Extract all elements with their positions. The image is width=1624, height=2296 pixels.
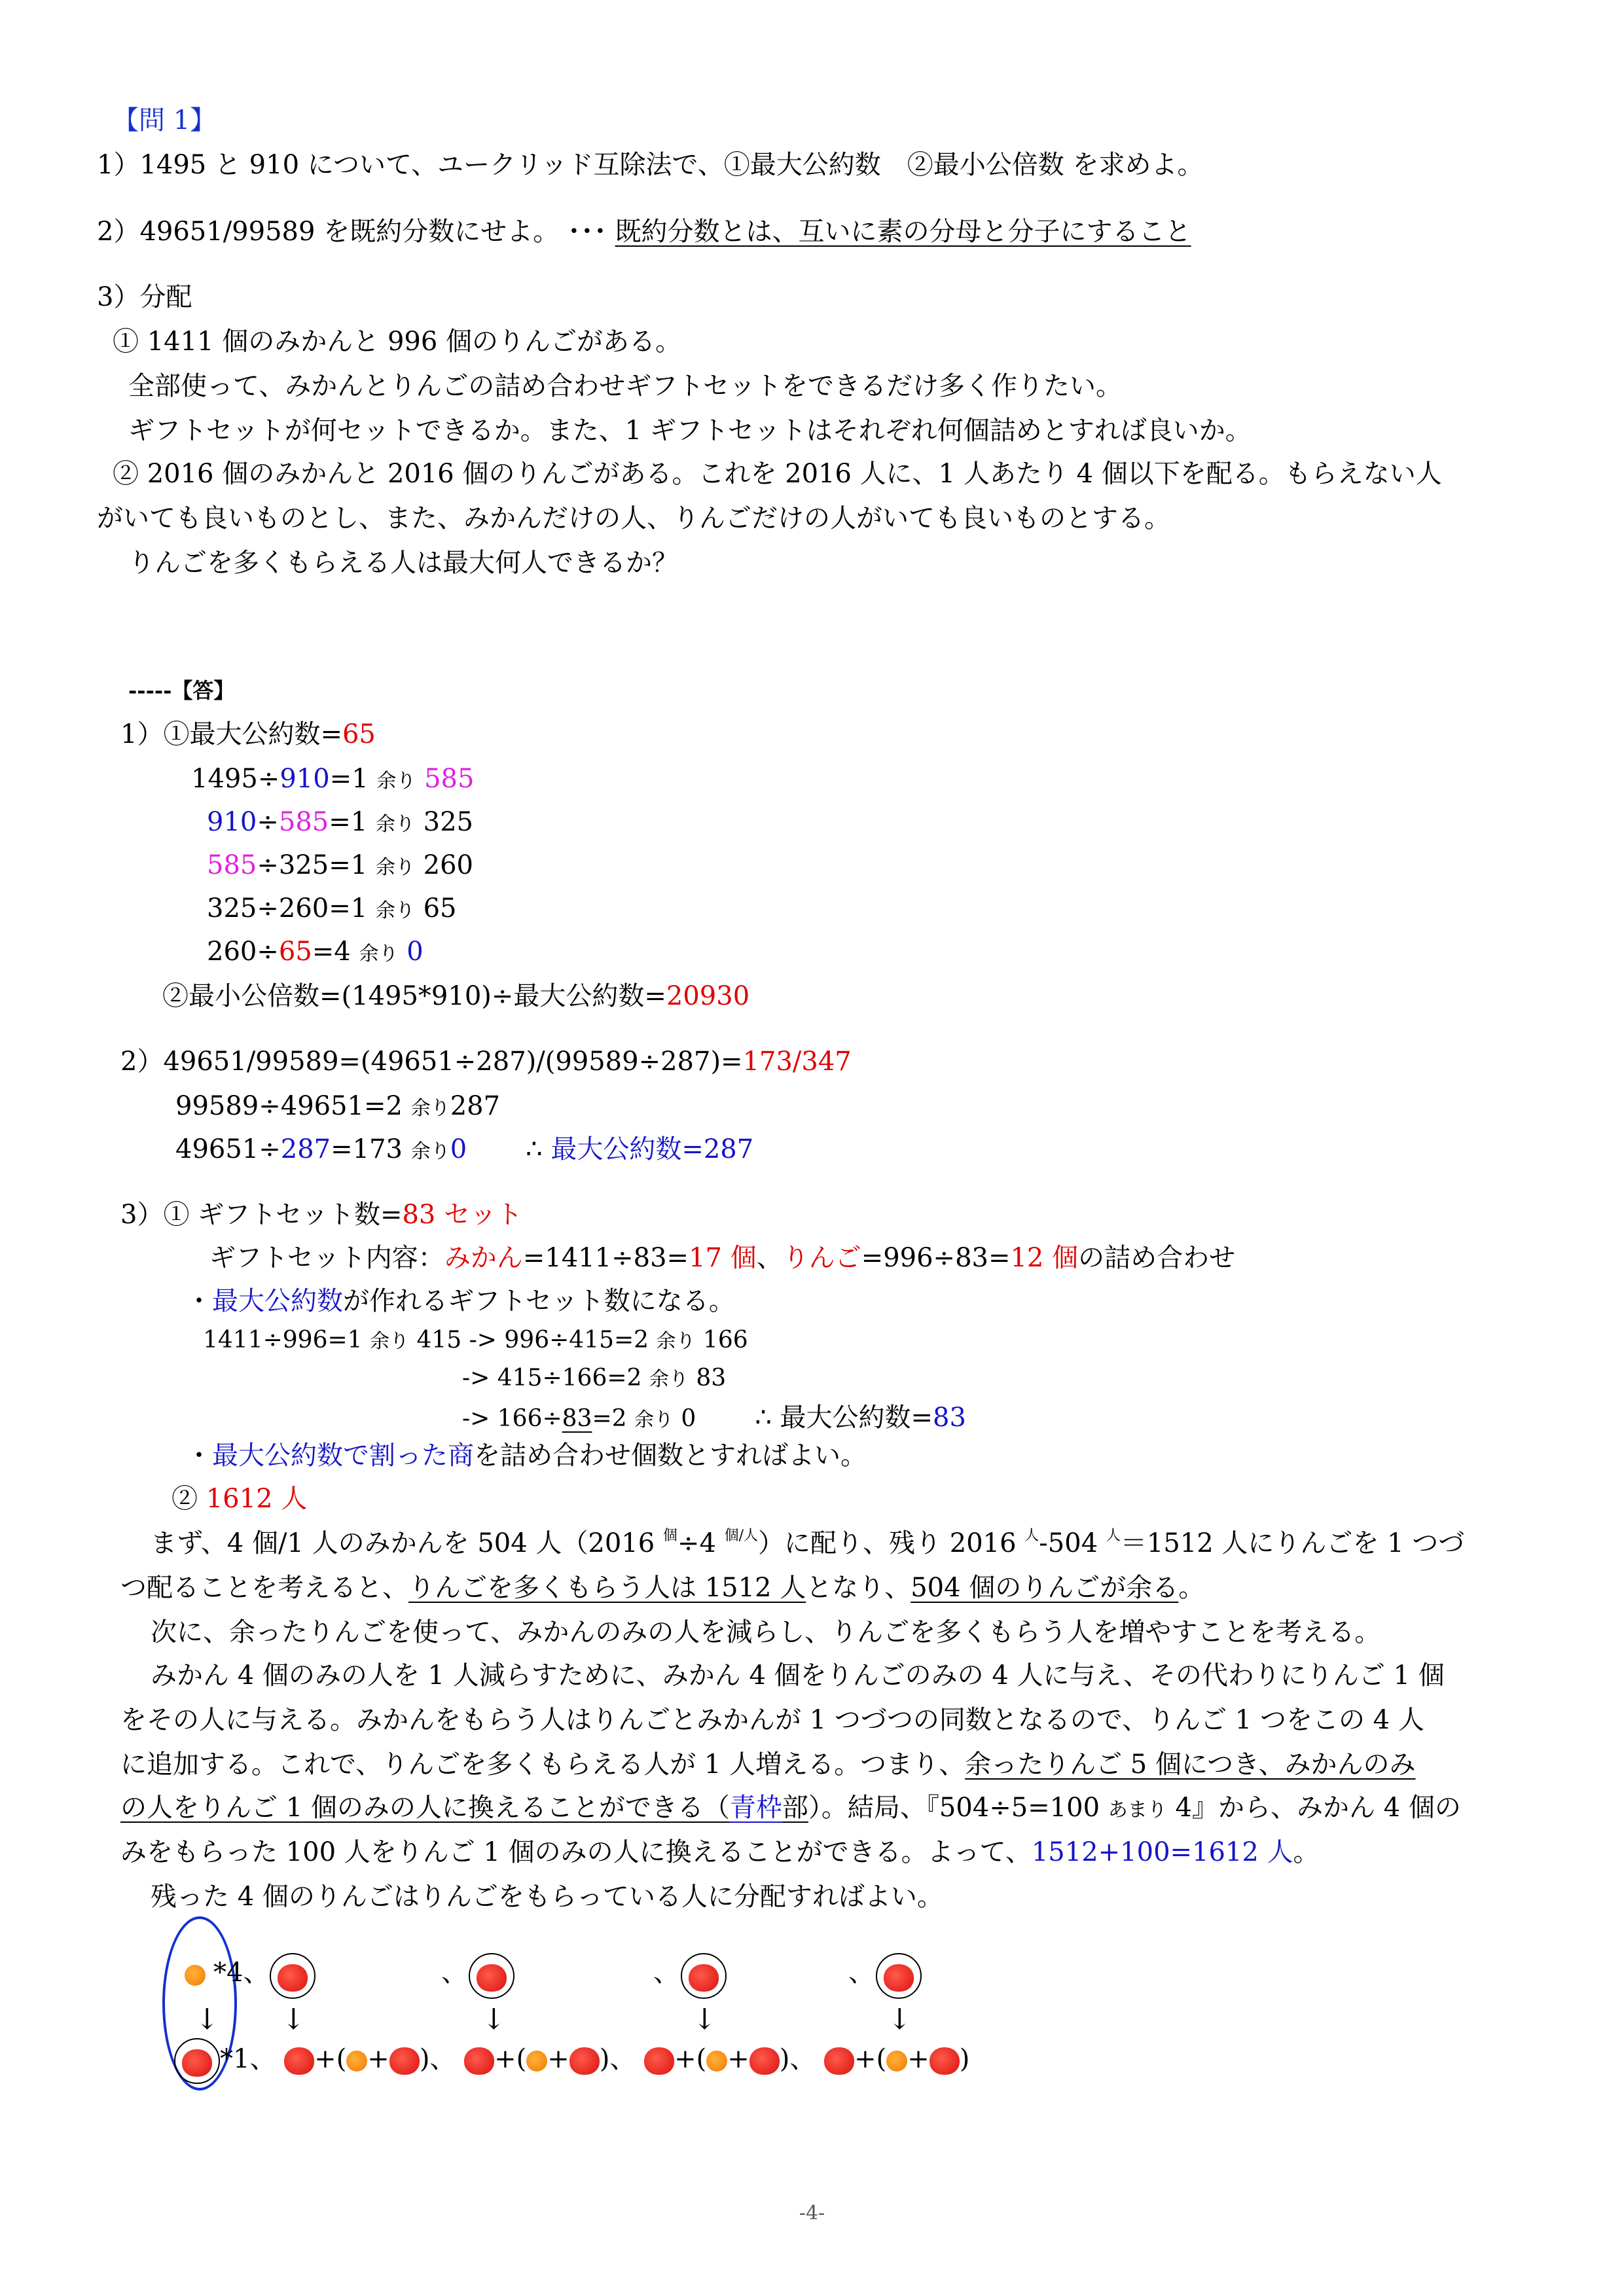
explanation-line-4: みかん 4 個のみの人を 1 人減らすために、みかん 4 個をりんごのみの 4 人に与え、その代わりにりんご 1 個 <box>151 1660 1445 1691</box>
fraction-step-2 <box>175 1134 753 1165</box>
step-text <box>416 764 424 794</box>
question-line-9: りんごを多くもらえる人は最大何人できるか？ <box>128 548 678 578</box>
gift-text: の詰め合わせ <box>1078 1243 1236 1273</box>
paren: ) <box>779 2044 790 2074</box>
explanation-line-9: 残った 4 個のりんごはりんごをもらっている人に分配すればよい。 <box>151 1882 943 1912</box>
expl-text: の人をりんご 1 個のみの人に換えることができる（ <box>120 1793 730 1823</box>
explanation-line-5: をその人に与える。みかんをもらう人はりんごとみかんが 1 つづつの同数となるので、りんご 1 つをこの 4 人 <box>120 1705 1424 1735</box>
remainder-label: 余り <box>375 813 415 836</box>
answer-2-value: 173/347 <box>742 1047 852 1077</box>
bullet: ・ <box>186 1441 212 1471</box>
plus-sign: + <box>907 2044 929 2074</box>
answer-3-2 <box>171 1483 307 1515</box>
step-text: =4 <box>312 937 359 967</box>
step-text: 910 <box>207 807 257 837</box>
circled-apple-icon <box>174 2038 220 2084</box>
gift-step-1 <box>203 1326 748 1354</box>
answer-1-gcd <box>120 719 376 750</box>
expl-text: 4』から、みかん 4 個の <box>1166 1793 1461 1823</box>
down-arrow-icon: ↓ <box>281 2003 306 2036</box>
step-text: 585 <box>207 850 257 880</box>
step-text: 260÷ <box>207 937 279 967</box>
gift-text: りんご <box>782 1243 861 1273</box>
plus-sign: + <box>727 2044 749 2074</box>
expl-text: ）に配り、残り 2016 <box>758 1528 1025 1558</box>
gift-note-text: 最大公約数で割った商 <box>212 1441 474 1471</box>
irreducible-fraction-note: 既約分数とは、互いに素の分母と分子にすること <box>615 217 1191 247</box>
step-text: 0 <box>673 1405 696 1432</box>
gcd-result: 最大公約数=287 <box>550 1134 754 1164</box>
paren: ) <box>599 2044 610 2074</box>
separator: 、 <box>429 2044 456 2074</box>
step-text: =173 <box>331 1134 411 1164</box>
remainder-label: 余り <box>376 770 416 793</box>
paren: ) <box>959 2044 970 2074</box>
step-text: -> 415÷166=2 <box>462 1365 649 1391</box>
step-text: 99589÷49651=2 <box>175 1091 411 1121</box>
question-line-3: 3）分配 <box>97 282 192 312</box>
apple-icon <box>749 2047 780 2075</box>
answer-2-label: 2）49651/99589=(49651÷287)/(99589÷287)= <box>120 1047 743 1077</box>
question-line-8: がいても良いものとし、また、みかんだけの人、りんごだけの人がいても良いものとする。 <box>97 503 1170 533</box>
circled-apple-icon <box>469 1953 514 1999</box>
remainder-label: 余り <box>410 1097 450 1120</box>
orange-icon <box>346 2051 367 2072</box>
down-arrow-icon: ↓ <box>482 2003 506 2036</box>
orange-icon <box>886 2051 907 2072</box>
separator: 、 <box>441 1958 467 1988</box>
fraction-step-1 <box>175 1090 500 1122</box>
expl-text: 部 <box>782 1793 808 1823</box>
times-four-label: *4、 <box>213 1958 270 1988</box>
step-text: 585 <box>278 807 329 837</box>
expl-text: 。 <box>1293 1837 1320 1867</box>
gift-text: 12 個 <box>1010 1243 1079 1273</box>
expl-text: となり、 <box>806 1573 911 1603</box>
apple-icon <box>644 2047 674 2075</box>
step-text: 0 <box>450 1134 467 1164</box>
apple-icon <box>284 2047 314 2075</box>
step-text: 83 <box>688 1365 727 1391</box>
circled-apple-icon <box>270 1953 316 1999</box>
final-result: 1512+100=1612 人 <box>1031 1837 1293 1867</box>
euclid-step-1 <box>191 763 474 795</box>
expl-text: 504 個のりんごが余る <box>911 1573 1179 1603</box>
apple-icon <box>569 2047 600 2075</box>
down-arrow-icon: ↓ <box>888 2003 912 2036</box>
expl-text: りんごを多くもらう人は 1512 人 <box>408 1573 806 1603</box>
step-text: 65 <box>278 937 312 967</box>
euclid-step-5 <box>207 936 424 967</box>
unit-superscript: 人 <box>1024 1528 1039 1544</box>
apple-icon <box>689 1964 719 1992</box>
plus-sign: + <box>674 2044 696 2074</box>
answer-2 <box>120 1046 852 1077</box>
explanation-line-1 <box>151 1528 1464 1559</box>
step-text: 585 <box>424 764 475 794</box>
answer-3-1 <box>120 1199 522 1230</box>
gift-step-3 <box>462 1402 966 1433</box>
circled-apple-icon <box>681 1953 727 1999</box>
question-heading: 【問 1】 <box>113 105 217 135</box>
gift-note-2 <box>186 1440 867 1471</box>
step-text: -> 166÷ <box>462 1405 562 1432</box>
times-one-label: *1、 <box>220 2044 276 2074</box>
answer-3-2-value: 1612 人 <box>206 1484 308 1514</box>
step-text: =2 <box>592 1405 634 1432</box>
euclid-step-4 <box>207 893 457 924</box>
step-text: =1 <box>329 807 376 837</box>
step-text: =1 <box>329 764 377 794</box>
therefore-gcd: ∴ 最大公約数= <box>755 1403 933 1433</box>
remainder-label: 余り <box>375 899 415 922</box>
explanation-line-6 <box>120 1749 1416 1780</box>
answer-3-2-label: ② <box>171 1484 206 1514</box>
question-line-2 <box>97 216 1191 247</box>
gift-note-1 <box>186 1285 735 1317</box>
gift-text: ギフトセット内容： <box>209 1243 444 1273</box>
bullet: ・ <box>186 1286 212 1316</box>
remainder-label: 余り <box>375 856 415 879</box>
plus-sign: + <box>494 2044 516 2074</box>
euclid-step-2 <box>207 806 473 838</box>
step-text: 325 <box>414 807 473 837</box>
unit-superscript: 個/人 <box>724 1528 759 1544</box>
step-text: 415 -> 996÷415=2 <box>409 1327 657 1354</box>
apple-icon <box>824 2047 854 2075</box>
down-arrow-icon: ↓ <box>195 2003 219 2036</box>
separator: 、 <box>848 1958 875 1988</box>
orange-icon <box>706 2051 727 2072</box>
apple-icon <box>464 2047 494 2075</box>
paren: ) <box>419 2044 430 2074</box>
plus-sign: + <box>854 2044 876 2074</box>
orange-icon <box>526 2051 547 2072</box>
step-text <box>398 937 406 967</box>
explanation-line-8 <box>120 1837 1320 1868</box>
fruit-bottom-row <box>174 2038 969 2084</box>
gift-contents <box>209 1242 1235 1274</box>
apple-icon <box>884 1964 914 1992</box>
answer-heading: -----【答】 <box>128 678 235 703</box>
separator: 、 <box>653 1958 679 1988</box>
answer-1-label: 1）①最大公約数= <box>120 719 342 749</box>
gift-step-2 <box>462 1364 726 1392</box>
paren: ( <box>876 2044 887 2074</box>
remainder-label: 余り <box>359 942 399 965</box>
answer-3-value: 83 セット <box>402 1200 523 1230</box>
remainder-label: あまり <box>1108 1799 1167 1821</box>
expl-text: -504 <box>1039 1528 1106 1558</box>
expl-text: みをもらった 100 人をりんご 1 個のみの人に換えることができる。よって、 <box>120 1837 1032 1867</box>
expl-text: ÷4 <box>677 1528 725 1558</box>
answer-3-label: 3）① ギフトセット数= <box>120 1200 403 1230</box>
remainder-label: 余り <box>649 1368 689 1391</box>
step-text: 287 <box>280 1134 331 1164</box>
step-text: 65 <box>414 893 457 924</box>
question-line-1: 1）1495 と 910 について、ユークリッド互除法で、①最大公約数 ②最小公倍数 を求めよ。 <box>97 150 1204 180</box>
remainder-label: 余り <box>634 1408 674 1431</box>
apple-icon <box>182 2049 212 2077</box>
gift-text: 、 <box>756 1243 783 1273</box>
apple-icon <box>477 1964 507 1992</box>
step-text: ÷ <box>257 807 279 837</box>
remainder-label: 余り <box>656 1330 696 1353</box>
expl-text: ＝1512 人にりんごを 1 つづ <box>1120 1528 1465 1558</box>
question-line-7: ② 2016 個のみかんと 2016 個のりんごがある。これを 2016 人に、1 人あたり 4 個以下を配る。もらえない人 <box>113 459 1442 489</box>
explanation-line-7 <box>120 1792 1461 1823</box>
apple-icon <box>278 1964 308 1992</box>
question-line-5: 全部使って、みかんとりんごの詰め合わせギフトセットをできるだけ多く作りたい。 <box>128 371 1122 401</box>
expl-text: 。 <box>1178 1573 1205 1603</box>
separator: 、 <box>609 2044 636 2074</box>
paren: ( <box>336 2044 347 2074</box>
unit-superscript: 人 <box>1106 1528 1121 1544</box>
answer-1-value: 65 <box>342 719 376 749</box>
step-text: 910 <box>280 764 330 794</box>
plus-sign: + <box>547 2044 569 2074</box>
plus-sign: + <box>367 2044 389 2074</box>
expl-text: まず、4 個/1 人のみかんを 504 人（2016 <box>151 1528 663 1558</box>
euclid-step-3 <box>207 850 473 881</box>
step-text: 325÷260=1 <box>207 893 376 924</box>
paren: ( <box>696 2044 707 2074</box>
remainder-label: 余り <box>370 1330 410 1353</box>
answer-1-lcm <box>162 980 749 1012</box>
orange-icon <box>185 1965 206 1986</box>
apple-icon <box>929 2047 960 2075</box>
separator: 、 <box>789 2044 816 2074</box>
unit-superscript: 個 <box>662 1528 677 1544</box>
step-text: 49651÷ <box>175 1134 281 1164</box>
gift-note-text: を詰め合わせ個数とすればよい。 <box>474 1441 867 1471</box>
step-text: ÷325=1 <box>257 850 376 880</box>
expl-text: ）。結局、『504÷5=100 <box>808 1793 1108 1823</box>
gcd-result: 83 <box>933 1403 966 1433</box>
paren: ( <box>516 2044 527 2074</box>
question-line-4: ① 1411 個のみかんと 996 個のりんごがある。 <box>113 327 682 357</box>
gift-note-text: が作れるギフトセット数になる。 <box>343 1286 735 1316</box>
step-text: 260 <box>414 850 473 880</box>
blue-frame-label: 青枠 <box>729 1793 782 1823</box>
step-text: 166 <box>695 1327 748 1354</box>
question-line-2-text: 2）49651/99589 を既約分数にせよ。 ･･･ <box>97 217 615 247</box>
therefore-symbol: ∴ <box>526 1134 551 1164</box>
gift-text: みかん <box>444 1243 523 1273</box>
expl-text: に追加する。これで、りんごを多くもらえる人が 1 人増える。つまり、 <box>120 1749 965 1780</box>
expl-text: 余ったりんご 5 個につき、みかんのみ <box>965 1749 1416 1780</box>
gift-text: =996÷83= <box>861 1243 1011 1273</box>
explanation-line-2 <box>120 1572 1204 1604</box>
lcm-label: ②最小公倍数=(1495*910)÷最大公約数= <box>162 981 666 1011</box>
gift-text: 17 個 <box>689 1243 757 1273</box>
circled-apple-icon <box>876 1953 922 1999</box>
step-text: 287 <box>450 1091 501 1121</box>
page-number: -4- <box>799 2202 825 2225</box>
lcm-value: 20930 <box>666 981 750 1011</box>
gift-text: =1411÷83= <box>522 1243 689 1273</box>
plus-sign: + <box>314 2044 336 2074</box>
step-text: 83 <box>562 1405 592 1432</box>
question-line-6: ギフトセットが何セットできるか。また、1 ギフトセットはそれぞれ何個詰めとすれば良いか。 <box>128 416 1252 446</box>
apple-icon <box>389 2047 420 2075</box>
step-text: 0 <box>406 937 424 967</box>
expl-text: つ配ることを考えると、 <box>120 1573 408 1603</box>
gift-note-text: 最大公約数 <box>212 1286 343 1316</box>
step-text: 1495÷ <box>191 764 280 794</box>
explanation-line-3: 次に、余ったりんごを使って、みかんのみの人を減らし、りんごを多くもらう人を増やすことを考える。 <box>151 1617 1381 1647</box>
remainder-label: 余り <box>410 1140 450 1163</box>
down-arrow-icon: ↓ <box>693 2003 717 2036</box>
step-text: 1411÷996=1 <box>203 1327 370 1354</box>
